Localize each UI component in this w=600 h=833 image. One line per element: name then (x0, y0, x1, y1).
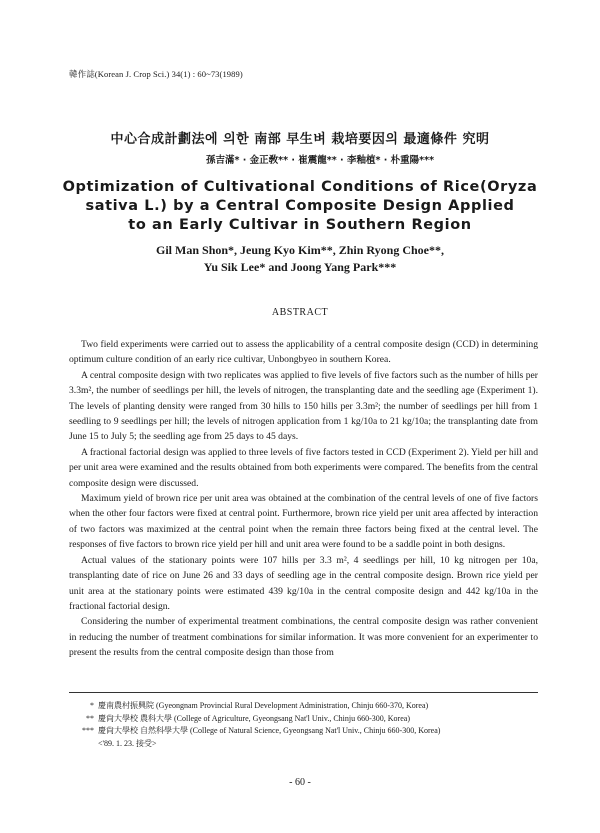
page-number: - 60 - (289, 777, 311, 788)
footnote-text: 慶尙大學校 農科大學 (College of Agriculture, Gyeongsang Nat'l Univ., Chinju 660-300, Korea) (98, 713, 410, 723)
abstract-paragraph: Two field experiments were carried out to assess the applicability of a central composite design (CCD) in determining optimum culture condition of an early rice cultivar, Unbongbyeo in southern Korea. (69, 339, 538, 366)
english-authors-line-2: Yu Sik Lee* and Joong Yang Park*** (203, 260, 397, 274)
footnotes (82, 700, 542, 750)
footnote-text: 慶南農村振興院 (Gyeongnam Provincial Rural Development Administration, Chinju 660-370, Korea) (98, 701, 429, 710)
abstract-paragraph: A fractional factorial design was applied to three levels of five factors tested in CCD (Experiment 2). Yield per hill and per unit area were examined and the results obtained from both experiments were compared. The benefits from the central composite design were discussed. (69, 446, 538, 489)
english-title-line-3: to an Early Cultivar in Southern Region (128, 217, 472, 233)
abstract-heading: ABSTRACT (271, 307, 329, 318)
footnote-item (82, 725, 542, 738)
abstract-paragraph: Maximum yield of brown rice per unit area was obtained at the combination of the central levels of one of five factors when the other four factors were fixed at central point. Furthermore, brown rice yield per unit area affected by interaction of two factors was maximized at the central point when the remain three factors being fixed at the central level. The responses of five factors to brown rice yield per hill and unit area were found to be a saddle point in both designs. (69, 493, 538, 551)
abstract-paragraph: Actual values of the stationary points were 107 hills per 3.3 m², 4 seedlings per hill, 10 kg nitrogen per 10a, transplanting date of rice on June 26 and 33 days of seedling age in the central composite design. Brown rice yield per unit area at the stationary points were estimated 439 kg/10a in the central composite design and 442 kg/10a in the fractional factorial design. (69, 554, 538, 612)
footnote-item (82, 738, 542, 751)
korean-title: 中心合成計劃法에 의한 南部 早生벼 栽培要因의 最適條件 究明 (110, 132, 490, 147)
english-authors (0, 242, 600, 276)
footnote-item (82, 700, 542, 713)
english-title (0, 178, 600, 235)
english-title-line-2: sativa L.) by a Central Composite Design Applied (85, 198, 515, 214)
english-title-line-1: Optimization of Cultivational Conditions of Rice(Oryza (62, 179, 538, 195)
footnote-mark: * (90, 701, 94, 710)
abstract-body (69, 337, 538, 661)
footnote-text: 慶尙大學校 自然科學大學 (College of Natural Science, Gyeongsang Nat'l Univ., Chinju 660-300, Korea) (98, 726, 441, 735)
abstract-paragraph: A central composite design with two replicates was applied to five levels of five factors such as the number of hills per 3.3m², the number of seedlings per hill, the levels of nitrogen, the transplanting date and the seedling age (Experiment 1). The levels of planting density were ranged from 30 hills to 150 hills per 3.3m²; the number of seedlings per hill from 1 seedling to 9 seedlings per hill; the levels of nitrogen application from 1 kg/10a to 21 kg/10a; the transplanting date from June 15 to July 5; the seedling age from 25 days to 45 days. (69, 369, 538, 443)
footnote-divider (69, 692, 538, 693)
received-date: <'89. 1. 23. 接受> (98, 738, 157, 748)
footnote-mark: ** (86, 713, 94, 723)
english-authors-line-1: Gil Man Shon*, Jeung Kyo Kim**, Zhin Ryong Choe**, (156, 243, 444, 257)
korean-authors: 孫吉滿* · 金正敎** · 崔震龍** · 李釉植* · 朴重陽*** (205, 155, 435, 166)
abstract-paragraph: Considering the number of experimental treatment combinations, the central composite design was rather convenient in reducing the number of treatment combinations for similar information. It was more convenient for an experimenter to present the results from the central composite design than those from (69, 616, 538, 659)
footnote-mark: *** (82, 726, 94, 735)
footnote-item (82, 713, 542, 726)
journal-reference: 韓作誌(Korean J. Crop Sci.) 34(1) : 60~73(1989) (69, 69, 243, 79)
